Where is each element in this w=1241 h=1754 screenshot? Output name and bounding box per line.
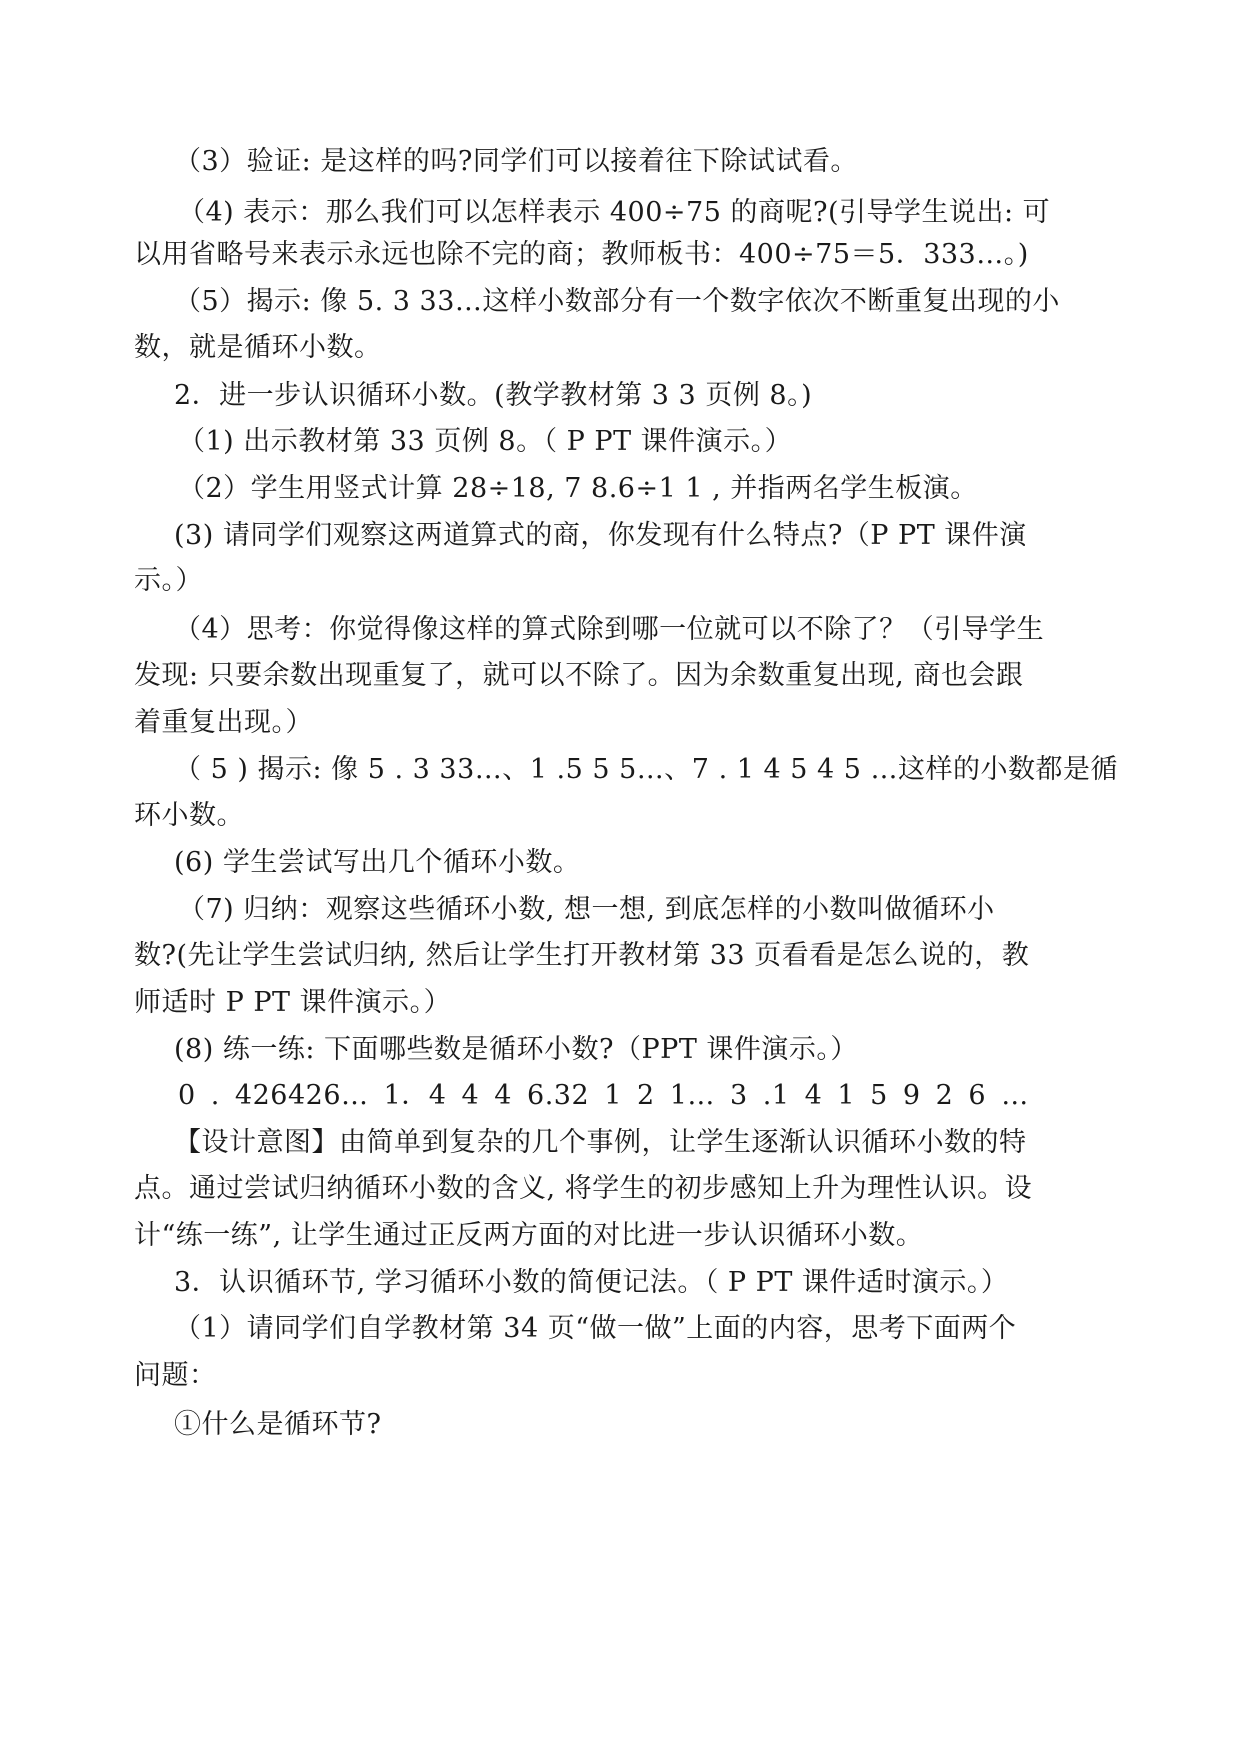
paragraph-2-1: （1) 出示教材第 33 页例 8。（ P PT 课件演示。） bbox=[178, 426, 793, 457]
paragraph-2-5-cont: 环小数。 bbox=[134, 800, 244, 831]
paragraph-5-reveal-cont: 数，就是循环小数。 bbox=[134, 332, 382, 363]
design-intent: 【设计意图】由简单到复杂的几个事例，让学生逐渐认识循环小数的特 bbox=[174, 1127, 1027, 1158]
paragraph-2-6: (6) 学生尝试写出几个循环小数。 bbox=[174, 847, 581, 878]
section-2-heading: 2．进一步认识循环小数。(教学教材第 3 3 页例 8。) bbox=[174, 380, 813, 411]
question-1: ①什么是循环节? bbox=[174, 1409, 382, 1440]
paragraph-2-7-cont2: 师适时 P PT 课件演示。） bbox=[134, 987, 452, 1018]
paragraph-3-1: （1）请同学们自学教材第 34 页“做一做”上面的内容，思考下面两个 bbox=[174, 1313, 1017, 1344]
paragraph-2-3-cont: 示。） bbox=[134, 565, 203, 596]
paragraph-2-8: (8) 练一练: 下面哪些数是循环小数?（PPT 课件演示。） bbox=[174, 1034, 858, 1065]
practice-numbers: 0 . 426426… 1．4 4 4 6.32 1 2 1… 3 .1 4 1 5 9 2 6 … bbox=[178, 1080, 1029, 1111]
paragraph-2-4: （4）思考：你觉得像这样的算式除到哪一位就可以不除了？（引导学生 bbox=[174, 614, 1045, 645]
paragraph-2-4-cont2: 着重复出现。） bbox=[134, 707, 313, 738]
design-intent-cont1: 点。通过尝试归纳循环小数的含义, 将学生的初步感知上升为理性认识。设 bbox=[134, 1173, 1033, 1204]
paragraph-3-1-cont: 问题： bbox=[134, 1360, 217, 1391]
paragraph-2-2: （2）学生用竖式计算 28÷18, 7 8.6÷1 1 , 并指两名学生板演。 bbox=[178, 473, 978, 504]
paragraph-4-represent-cont: 以用省略号来表示永远也除不完的商；教师板书：400÷75＝5．333…。) bbox=[134, 239, 1029, 270]
paragraph-4-represent: （4) 表示：那么我们可以怎样表示 400÷75 的商呢?(引导学生说出: 可 bbox=[178, 197, 1051, 228]
paragraph-2-3: (3) 请同学们观察这两道算式的商，你发现有什么特点?（P PT 课件演 bbox=[174, 520, 1027, 551]
paragraph-2-4-cont1: 发现: 只要余数出现重复了，就可以不除了。因为余数重复出现, 商也会跟 bbox=[134, 660, 1024, 691]
paragraph-3-verify: （3）验证: 是这样的吗?同学们可以接着往下除试试看。 bbox=[174, 146, 858, 177]
section-3-heading: 3．认识循环节, 学习循环小数的简便记法。（ P PT 课件适时演示。） bbox=[174, 1267, 1009, 1298]
paragraph-2-7: （7) 归纳：观察这些循环小数, 想一想, 到底怎样的小数叫做循环小 bbox=[178, 894, 995, 925]
paragraph-2-5: （ 5 ) 揭示: 像 5 . 3 33…、1 .5 5 5…、7 . 1 4 5 4 5 …这样的小数都是循 bbox=[174, 754, 1119, 785]
paragraph-5-reveal: （5）揭示: 像 5. 3 33…这样小数部分有一个数字依次不断重复出现的小 bbox=[174, 286, 1060, 317]
design-intent-cont2: 计“练一练”, 让学生通过正反两方面的对比进一步认识循环小数。 bbox=[134, 1220, 924, 1251]
paragraph-2-7-cont1: 数?(先让学生尝试归纳, 然后让学生打开教材第 33 页看看是怎么说的，教 bbox=[134, 940, 1030, 971]
